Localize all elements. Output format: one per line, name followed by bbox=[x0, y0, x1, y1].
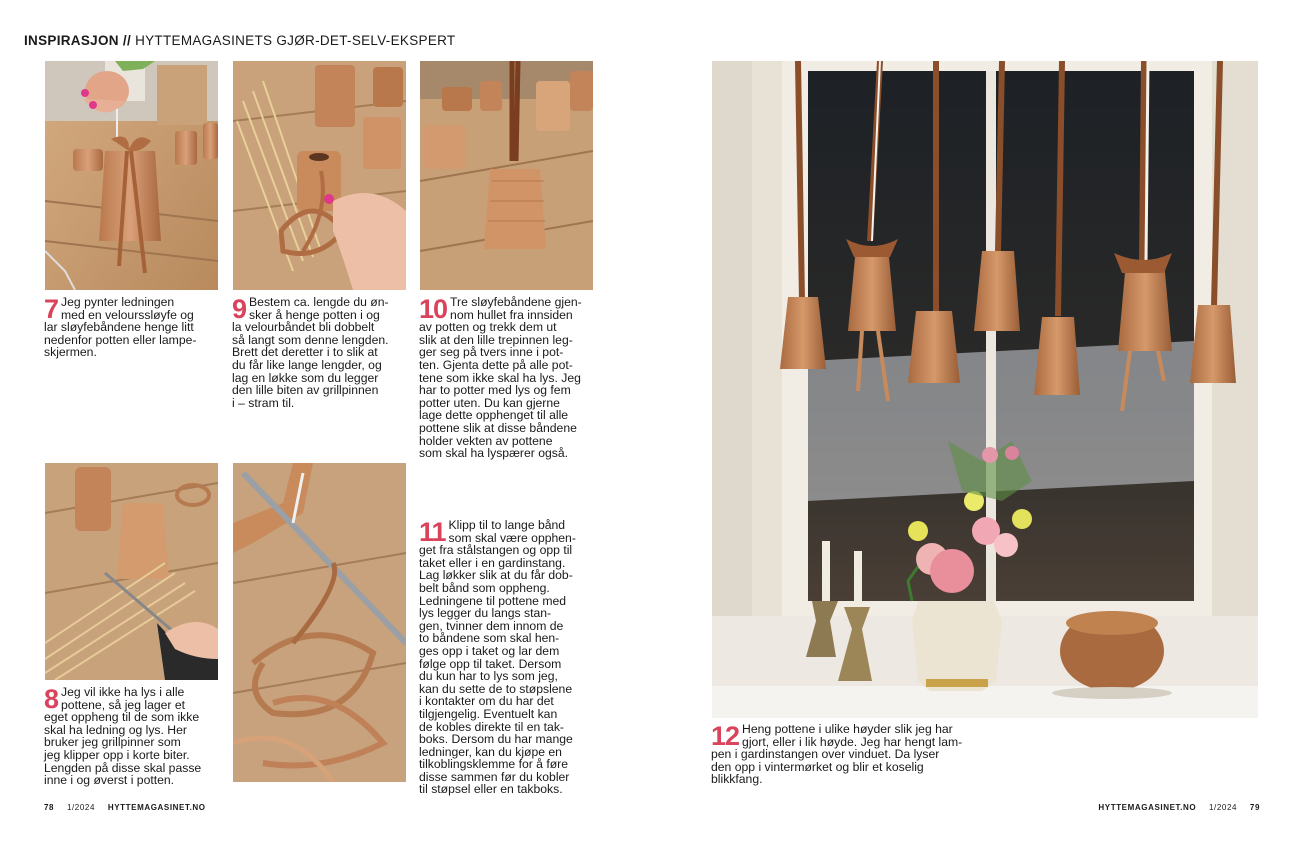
step-12 bbox=[711, 723, 981, 786]
issue-label: 1/2024 bbox=[66, 803, 96, 812]
footer-right bbox=[1098, 803, 1260, 812]
step-8 bbox=[44, 686, 220, 787]
section-header bbox=[24, 33, 455, 48]
site-link: HYTTEMAGASINET.NO bbox=[107, 803, 206, 812]
step-number: 7 bbox=[44, 294, 59, 324]
step-7 bbox=[44, 296, 220, 359]
issue-label: 1/2024 bbox=[1208, 803, 1238, 812]
step-text: Tre sløyfebåndene gjen- nom hullet fra innsiden av potten og trekk dem ut slik at den lille trepinnen leg- ger seg på tvers inne i pot- ten. Gjenta dette på alle pot- tene som ikke skal ha lys. Jeg har to potter med lys og fem potter uten. Du kan gjerne lage dette opphenget til alle pottene slik at disse båndene holder vekten av pottene som skal ha lyspærer også. bbox=[419, 295, 582, 461]
photo-step-9 bbox=[233, 61, 406, 290]
step-text: Jeg vil ikke ha lys i alle pottene, så jeg lager et eget oppheng til de som ikke skal ha ledning og lys. Her bruker jeg grillpinner som jeg klipper opp i korte biter. Lengden på disse skal passe inne i og øverst i potten. bbox=[44, 685, 202, 788]
photo-step-11 bbox=[233, 463, 406, 782]
footer-left bbox=[44, 803, 216, 812]
step-text: Klipp til to lange bånd som skal være opphen- get fra stålstangen og opp til taket eller i en gardinstang. Lag løkker slik at du får dob- belt bånd som oppheng. Ledningene til pottene med lys legger du langs stan- gen, tvinner dem innom de to båndene som skal hen- ges opp i taket og lar dem følge opp til taket. Dersom du kun har to lys som jeg, kan du sette de to støpslene i kontakter om du har det tilgjengelig. Eventuelt kan de kobles direkte til en tak- boks. Dersom du har mange ledninger, kan du kjøpe en tilkoblingsklemme for å føre disse sammen før du kobler til støpsel eller en takboks. bbox=[419, 518, 576, 797]
step-text: Heng pottene i ulike høyder slik jeg har gjort, eller i lik høyde. Jeg har hengt lam- pen i gardinstangen over vinduet. Da lyser den opp i vintermørket og blir et koselig blikkfang. bbox=[711, 722, 963, 787]
step-number: 10 bbox=[419, 294, 448, 324]
site-link: HYTTEMAGASINET.NO bbox=[1098, 803, 1197, 812]
step-text: Bestem ca. lengde du øn- sker å henge potten i og la velourbåndet bli dobbelt så langt som denne lengden. Brett det deretter i to slik at du får like lange lengder, og lag en løkke som du legger den lille biten av grillpinnen i – stram til. bbox=[232, 295, 389, 410]
step-number: 8 bbox=[44, 684, 59, 714]
header-separator: // bbox=[122, 33, 131, 48]
photo-step-12 bbox=[712, 61, 1258, 718]
step-11 bbox=[419, 519, 597, 796]
photo-step-7 bbox=[45, 61, 218, 290]
step-number: 9 bbox=[232, 294, 247, 324]
photo-step-8 bbox=[45, 463, 218, 680]
step-number: 12 bbox=[711, 721, 740, 751]
page-number: 79 bbox=[1249, 803, 1260, 812]
page-number: 78 bbox=[44, 803, 55, 812]
page-title: HYTTEMAGASINETS GJØR-DET-SELV-EKSPERT bbox=[135, 33, 456, 48]
step-9 bbox=[232, 296, 408, 409]
photo-step-10 bbox=[420, 61, 593, 290]
section-label: INSPIRASJON bbox=[24, 33, 119, 48]
step-10 bbox=[419, 296, 597, 460]
step-text: Jeg pynter ledningen med en velourssløyfe og lar sløyfebåndene henge litt nedenfor potten eller lampe- skjermen. bbox=[44, 295, 197, 360]
step-number: 11 bbox=[419, 517, 446, 547]
